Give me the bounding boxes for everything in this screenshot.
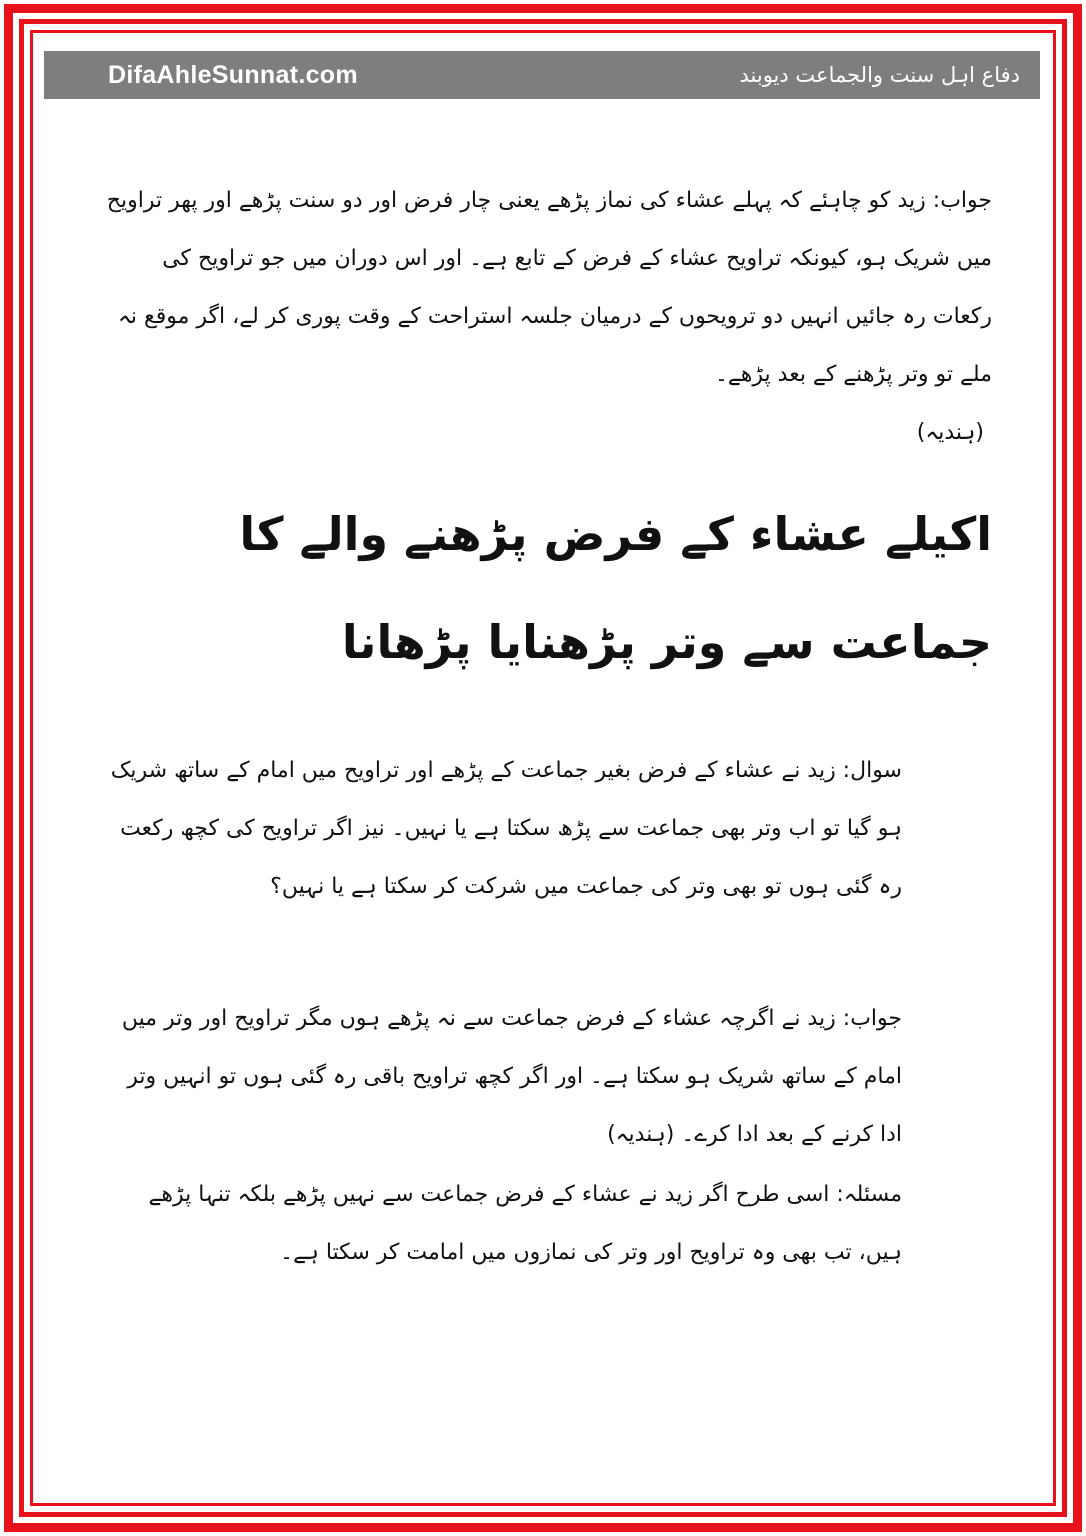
- answer-1-block: [100, 172, 992, 462]
- question-text: سوال: زید نے عشاء کے فرض بغیر جماعت کے پڑھے اور تراویح میں امام کے ساتھ شریک ہو گیا تو اب وتر بھی جماعت سے پڑھ سکتا ہے یا نہیں۔ نیز اگر تراویح کی کچھ رکعت رہ گئی ہوں تو بھی وتر کی جماعت میں شرکت کر سکتا ہے یا نہیں؟: [110, 758, 902, 899]
- header-title: دفاع اہل سنت والجماعت دیوبند: [739, 63, 1020, 87]
- answer-2-text: جواب: زید نے اگرچہ عشاء کے فرض جماعت سے نہ پڑھے ہوں مگر تراویح اور وتر میں امام کے ساتھ شریک ہو سکتا ہے۔ اور اگر کچھ تراویح باقی رہ گئی ہوں تو انہیں وتر ادا کرنے کے بعد ادا کرے۔ (ہندیہ): [121, 1006, 902, 1147]
- site-url: DifaAhleSunnat.com: [108, 60, 358, 89]
- answer-1-text: جواب: زید کو چاہئے کہ پہلے عشاء کی نماز پڑھے یعنی چار فرض اور دو سنت پڑھے اور پھر تراویح میں شریک ہو، کیونکہ تراویح عشاء کے فرض کے تابع ہے۔ اور اس دوران میں جو تراویح کی رکعات رہ جائیں انہیں دو ترویحوں کے درمیان جلسہ استراحت کے وقت پوری کر لے، اگر موقع نہ ملے تو وتر پڑھنے کے بعد پڑھے۔: [106, 188, 992, 387]
- section-heading: اکیلے عشاء کے فرض پڑھنے والے کا جماعت سے وتر پڑھنایا پڑھانا: [239, 507, 992, 669]
- answer-2-block: [100, 990, 992, 1164]
- section-heading-block: [100, 480, 992, 696]
- header-bar: [44, 51, 1040, 99]
- masala-text: مسئلہ: اسی طرح اگر زید نے عشاء کے فرض جماعت سے نہیں پڑھے بلکہ تنہا پڑھے ہیں، تب بھی وہ تراویح اور وتر کی نمازوں میں امامت کر سکتا ہے۔: [148, 1182, 902, 1265]
- question-block: [100, 742, 992, 916]
- masala-block: [100, 1166, 992, 1282]
- answer-1-reference: (ہندیہ): [916, 420, 984, 445]
